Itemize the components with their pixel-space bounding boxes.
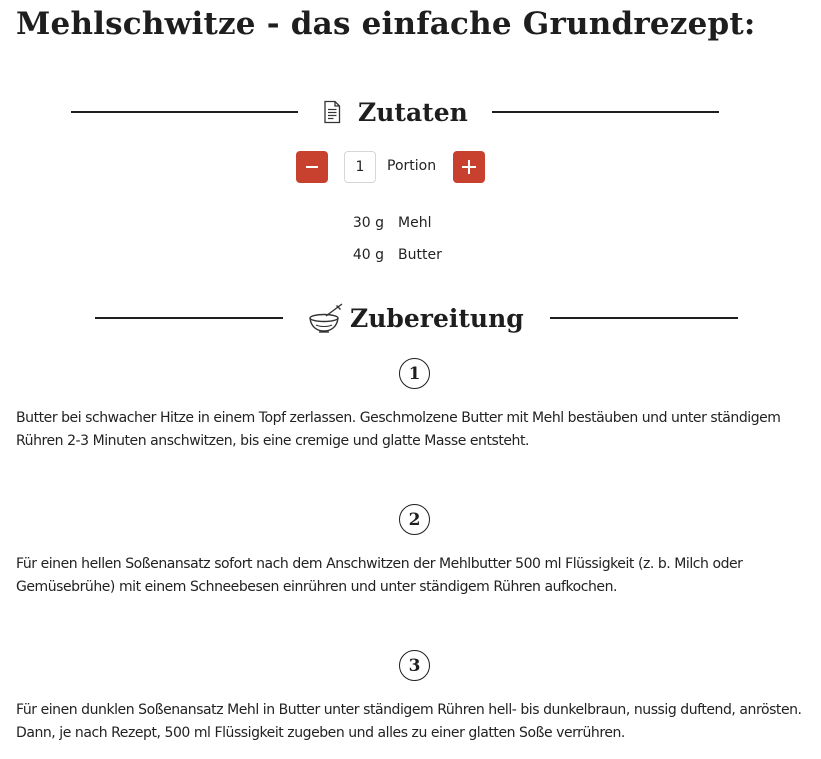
step-text: Für einen hellen Soßenansatz sofort nach dem Anschwitzen der Mehlbutter 500 ml Flüssigkeit (z. b. Milch oder Gemüsebrühe) mit einem Schneebesen einrühren und unter ständigem Rühren aufkochen. — [16, 556, 743, 595]
step-text: Für einen dunklen Soßenansatz Mehl in Butter unter ständigem Rühren hell- bis dunkelbraun, nussig duftend, anrösten. Dann, je nach Rezept, 500 ml Flüssigkeit zugeben und alles zu einer glatten Soße verrühren. — [16, 702, 802, 741]
document-icon — [322, 100, 342, 124]
heading-divider-right — [492, 111, 719, 113]
step-number: 3 — [399, 650, 430, 681]
ingredient-item — [340, 207, 442, 239]
ingredient-amount: 30 g — [352, 215, 384, 231]
step-number: 1 — [399, 358, 430, 389]
ingredient-name: Mehl — [398, 215, 432, 231]
decrease-servings-button[interactable] — [296, 151, 328, 183]
ingredient-list — [340, 207, 442, 271]
heading-divider-left — [95, 317, 283, 319]
ingredient-amount: 40 g — [352, 247, 384, 263]
ingredient-item — [340, 239, 442, 271]
ingredients-heading — [71, 94, 719, 130]
minus-icon — [306, 161, 318, 173]
ingredient-name: Butter — [398, 247, 442, 263]
step-number: 2 — [399, 504, 430, 535]
heading-divider-left — [71, 111, 298, 113]
page-title: Mehlschwitze - das einfache Grundrezept: — [16, 6, 756, 42]
plus-icon — [462, 160, 476, 174]
ingredients-heading-text: Zutaten — [358, 97, 468, 127]
preparation-heading-text: Zubereitung — [350, 303, 524, 333]
servings-input[interactable] — [344, 151, 376, 183]
heading-divider-right — [550, 317, 738, 319]
mixing-bowl-icon — [308, 302, 344, 334]
preparation-heading — [95, 300, 738, 336]
step-text: Butter bei schwacher Hitze in einem Topf zerlassen. Geschmolzene Butter mit Mehl bestäuben und unter ständigem Rühren 2-3 Minuten anschwitzen, bis eine cremige und glatte Masse entsteht. — [16, 410, 781, 449]
servings-unit-label: Portion — [387, 158, 437, 174]
increase-servings-button[interactable] — [453, 151, 485, 183]
